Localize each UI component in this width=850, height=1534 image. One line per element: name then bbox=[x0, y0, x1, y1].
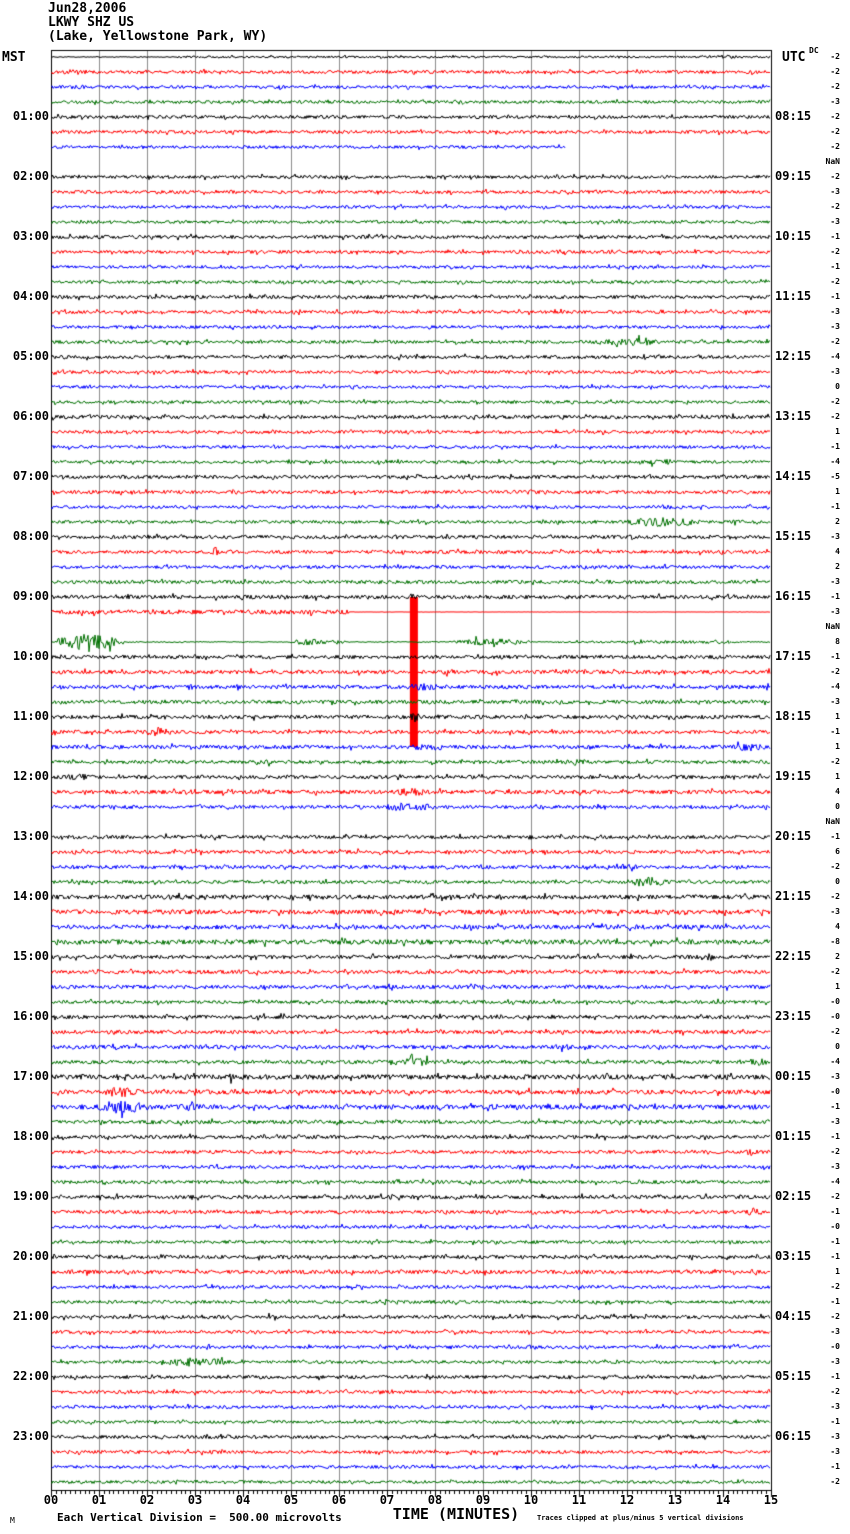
left-timezone-label: MST bbox=[2, 50, 26, 65]
mst-time-label: 02:00 bbox=[12, 169, 49, 183]
dc-offset-value: -1 bbox=[830, 1372, 840, 1381]
dc-offset-value: -1 bbox=[830, 1297, 840, 1306]
dc-offset-value: -3 bbox=[830, 1072, 840, 1081]
x-axis-tick-label: 01 bbox=[91, 1493, 107, 1507]
utc-time-label: 23:15 bbox=[775, 1009, 812, 1023]
dc-offset-value: -2 bbox=[830, 52, 840, 61]
station-name: (Lake, Yellowstone Park, WY) bbox=[48, 29, 268, 44]
x-axis-tick-label: 08 bbox=[427, 1493, 443, 1507]
utc-time-label: 06:15 bbox=[775, 1429, 812, 1443]
dc-offset-value: -3 bbox=[830, 367, 840, 376]
dc-offset-value: -2 bbox=[830, 397, 840, 406]
dc-offset-value: -2 bbox=[830, 1027, 840, 1036]
dc-offset-value: -0 bbox=[830, 1342, 840, 1351]
dc-offset-value: 2 bbox=[835, 517, 840, 526]
dc-offset-value: -2 bbox=[830, 1147, 840, 1156]
utc-time-label: 20:15 bbox=[775, 829, 812, 843]
mst-time-label: 06:00 bbox=[12, 409, 49, 423]
dc-offset-value: -0 bbox=[830, 1012, 840, 1021]
dc-offset-value: -2 bbox=[830, 337, 840, 346]
utc-time-label: 22:15 bbox=[775, 949, 812, 963]
utc-time-label: 03:15 bbox=[775, 1249, 812, 1263]
dc-offset-value: -1 bbox=[830, 442, 840, 451]
dc-offset-value: -1 bbox=[830, 292, 840, 301]
dc-offset-value: -8 bbox=[830, 937, 840, 946]
mst-time-label: 15:00 bbox=[12, 949, 49, 963]
dc-offset-value: 1 bbox=[835, 427, 840, 436]
x-axis-tick-label: 14 bbox=[715, 1493, 731, 1507]
dc-offset-value: -1 bbox=[830, 1237, 840, 1246]
utc-time-label: 21:15 bbox=[775, 889, 812, 903]
dc-offset-value: 4 bbox=[835, 922, 840, 931]
dc-offset-value: -3 bbox=[830, 97, 840, 106]
dc-offset-value: 0 bbox=[835, 802, 840, 811]
mst-time-label: 17:00 bbox=[12, 1069, 49, 1083]
dc-offset-value: 0 bbox=[835, 1042, 840, 1051]
dc-offset-value: -2 bbox=[830, 1387, 840, 1396]
dc-offset-value: -1 bbox=[830, 1207, 840, 1216]
dc-offset-value: -1 bbox=[830, 1132, 840, 1141]
dc-offset-value: -3 bbox=[830, 187, 840, 196]
mst-time-label: 05:00 bbox=[12, 349, 49, 363]
dc-offset-value: -0 bbox=[830, 1087, 840, 1096]
utc-time-label: 01:15 bbox=[775, 1129, 812, 1143]
scale-note: Each Vertical Division = 500.00 microvolts bbox=[57, 1511, 342, 1524]
dc-offset-value: -3 bbox=[830, 577, 840, 586]
plot-date: Jun28,2006 bbox=[48, 1, 127, 16]
clip-note: Traces clipped at plus/minus 5 vertical divisions bbox=[537, 1514, 744, 1522]
dc-offset-value: -1 bbox=[830, 652, 840, 661]
dc-offset-value: -2 bbox=[830, 892, 840, 901]
dc-offset-value: -2 bbox=[830, 172, 840, 181]
dc-offset-value: -1 bbox=[830, 502, 840, 511]
dc-offset-value: NaN bbox=[825, 622, 840, 631]
mst-time-label: 12:00 bbox=[12, 769, 49, 783]
dc-offset-value: -2 bbox=[830, 967, 840, 976]
utc-time-label: 04:15 bbox=[775, 1309, 812, 1323]
dc-offset-value: 6 bbox=[835, 847, 840, 856]
utc-time-label: 12:15 bbox=[775, 349, 812, 363]
dc-offset-value: -3 bbox=[830, 307, 840, 316]
dc-offset-value: -4 bbox=[830, 1057, 840, 1066]
x-axis-tick-label: 03 bbox=[187, 1493, 203, 1507]
dc-offset-value: -2 bbox=[830, 1477, 840, 1486]
mst-time-label: 13:00 bbox=[12, 829, 49, 843]
dc-offset-value: -3 bbox=[830, 1357, 840, 1366]
utc-time-label: 08:15 bbox=[775, 109, 812, 123]
dc-offset-value: -3 bbox=[830, 607, 840, 616]
mst-time-label: 09:00 bbox=[12, 589, 49, 603]
dc-offset-value: 0 bbox=[835, 382, 840, 391]
x-axis-tick-label: 05 bbox=[283, 1493, 299, 1507]
dc-offset-value: -2 bbox=[830, 127, 840, 136]
x-axis-tick-label: 10 bbox=[523, 1493, 539, 1507]
dc-offset-value: -3 bbox=[830, 1162, 840, 1171]
dc-offset-value: -3 bbox=[830, 217, 840, 226]
dc-offset-value: NaN bbox=[825, 157, 840, 166]
dc-offset-value: 2 bbox=[835, 562, 840, 571]
dc-offset-value: -2 bbox=[830, 412, 840, 421]
dc-offset-value: -2 bbox=[830, 202, 840, 211]
x-axis-tick-label: 12 bbox=[619, 1493, 635, 1507]
utc-time-label: 00:15 bbox=[775, 1069, 812, 1083]
dc-offset-value: -3 bbox=[830, 1447, 840, 1456]
mst-time-label: 04:00 bbox=[12, 289, 49, 303]
x-axis-tick-label: 11 bbox=[571, 1493, 587, 1507]
utc-time-label: 13:15 bbox=[775, 409, 812, 423]
dc-offset-value: 4 bbox=[835, 787, 840, 796]
mst-time-label: 22:00 bbox=[12, 1369, 49, 1383]
dc-offset-value: 8 bbox=[835, 637, 840, 646]
dc-offset-value: 1 bbox=[835, 712, 840, 721]
utc-time-label: 10:15 bbox=[775, 229, 812, 243]
dc-offset-value: -2 bbox=[830, 862, 840, 871]
dc-offset-value: 1 bbox=[835, 1267, 840, 1276]
dc-offset-value: -2 bbox=[830, 757, 840, 766]
utc-time-label: 05:15 bbox=[775, 1369, 812, 1383]
dc-offset-value: -0 bbox=[830, 1222, 840, 1231]
dc-offset-value: 1 bbox=[835, 742, 840, 751]
x-axis-tick-label: 06 bbox=[331, 1493, 347, 1507]
utc-time-label: 15:15 bbox=[775, 529, 812, 543]
dc-offset-value: -3 bbox=[830, 1402, 840, 1411]
dc-offset-value: -2 bbox=[830, 667, 840, 676]
dc-offset-value: -3 bbox=[830, 1327, 840, 1336]
dc-offset-value: -3 bbox=[830, 907, 840, 916]
dc-offset-value: -4 bbox=[830, 352, 840, 361]
dc-offset-value: -1 bbox=[830, 1102, 840, 1111]
dc-offset-value: -3 bbox=[830, 697, 840, 706]
dc-offset-value: -1 bbox=[830, 1417, 840, 1426]
dc-offset-value: -2 bbox=[830, 112, 840, 121]
dc-offset-value: -2 bbox=[830, 67, 840, 76]
x-axis-tick-label: 13 bbox=[667, 1493, 683, 1507]
dc-offset-value: -2 bbox=[830, 277, 840, 286]
utc-time-label: 02:15 bbox=[775, 1189, 812, 1203]
x-axis-tick-label: 02 bbox=[139, 1493, 155, 1507]
dc-offset-value: 1 bbox=[835, 487, 840, 496]
dc-offset-value: -4 bbox=[830, 1177, 840, 1186]
mst-time-label: 11:00 bbox=[12, 709, 49, 723]
utc-time-label: 16:15 bbox=[775, 589, 812, 603]
right-timezone-label: UTC bbox=[782, 50, 806, 65]
x-axis-tick-label: 09 bbox=[475, 1493, 491, 1507]
mst-time-label: 07:00 bbox=[12, 469, 49, 483]
dc-offset-value: -1 bbox=[830, 232, 840, 241]
dc-offset-value: -1 bbox=[830, 262, 840, 271]
dc-offset-value: -2 bbox=[830, 82, 840, 91]
dc-offset-value: 2 bbox=[835, 952, 840, 961]
dc-offset-value: -1 bbox=[830, 1462, 840, 1471]
dc-offset-value: -2 bbox=[830, 1312, 840, 1321]
dc-offset-value: -0 bbox=[830, 997, 840, 1006]
dc-offset-value: -5 bbox=[830, 472, 840, 481]
dc-offset-value: 4 bbox=[835, 547, 840, 556]
dc-offset-value: -1 bbox=[830, 832, 840, 841]
dc-offset-value: -4 bbox=[830, 457, 840, 466]
dc-offset-value: -3 bbox=[830, 1117, 840, 1126]
x-axis-tick-label: 04 bbox=[235, 1493, 251, 1507]
dc-offset-value: -1 bbox=[830, 592, 840, 601]
utc-time-label: 19:15 bbox=[775, 769, 812, 783]
x-axis-title: TIME (MINUTES) bbox=[392, 1505, 520, 1523]
utc-time-label: 17:15 bbox=[775, 649, 812, 663]
x-axis-tick-label: 15 bbox=[763, 1493, 779, 1507]
mst-time-label: 16:00 bbox=[12, 1009, 49, 1023]
dc-offset-value: -3 bbox=[830, 1432, 840, 1441]
x-axis-tick-label: 00 bbox=[43, 1493, 59, 1507]
dc-offset-value: -3 bbox=[830, 322, 840, 331]
mst-time-label: 08:00 bbox=[12, 529, 49, 543]
dc-offset-value: -4 bbox=[830, 682, 840, 691]
dc-offset-value: -2 bbox=[830, 247, 840, 256]
dc-offset-value: -1 bbox=[830, 727, 840, 736]
dc-offset-value: NaN bbox=[825, 817, 840, 826]
corner-glyph: M bbox=[10, 1516, 15, 1525]
mst-time-label: 18:00 bbox=[12, 1129, 49, 1143]
dc-offset-value: 0 bbox=[835, 877, 840, 886]
dc-offset-value: -2 bbox=[830, 1282, 840, 1291]
x-axis-tick-label: 07 bbox=[379, 1493, 395, 1507]
dc-offset-value: 1 bbox=[835, 772, 840, 781]
mst-time-label: 03:00 bbox=[12, 229, 49, 243]
mst-time-label: 14:00 bbox=[12, 889, 49, 903]
mst-time-label: 01:00 bbox=[12, 109, 49, 123]
dc-offset-value: 1 bbox=[835, 982, 840, 991]
utc-time-label: 09:15 bbox=[775, 169, 812, 183]
mst-time-label: 19:00 bbox=[12, 1189, 49, 1203]
dc-offset-value: -2 bbox=[830, 1192, 840, 1201]
mst-time-label: 21:00 bbox=[12, 1309, 49, 1323]
utc-time-label: 11:15 bbox=[775, 289, 812, 303]
dc-column-header: DC bbox=[809, 46, 819, 55]
dc-offset-value: -2 bbox=[830, 142, 840, 151]
mst-time-label: 10:00 bbox=[12, 649, 49, 663]
dc-offset-value: -3 bbox=[830, 532, 840, 541]
utc-time-label: 18:15 bbox=[775, 709, 812, 723]
mst-time-label: 23:00 bbox=[12, 1429, 49, 1443]
dc-offset-value: -1 bbox=[830, 1252, 840, 1261]
mst-time-label: 20:00 bbox=[12, 1249, 49, 1263]
utc-time-label: 14:15 bbox=[775, 469, 812, 483]
station-code: LKWY SHZ US bbox=[48, 15, 135, 30]
